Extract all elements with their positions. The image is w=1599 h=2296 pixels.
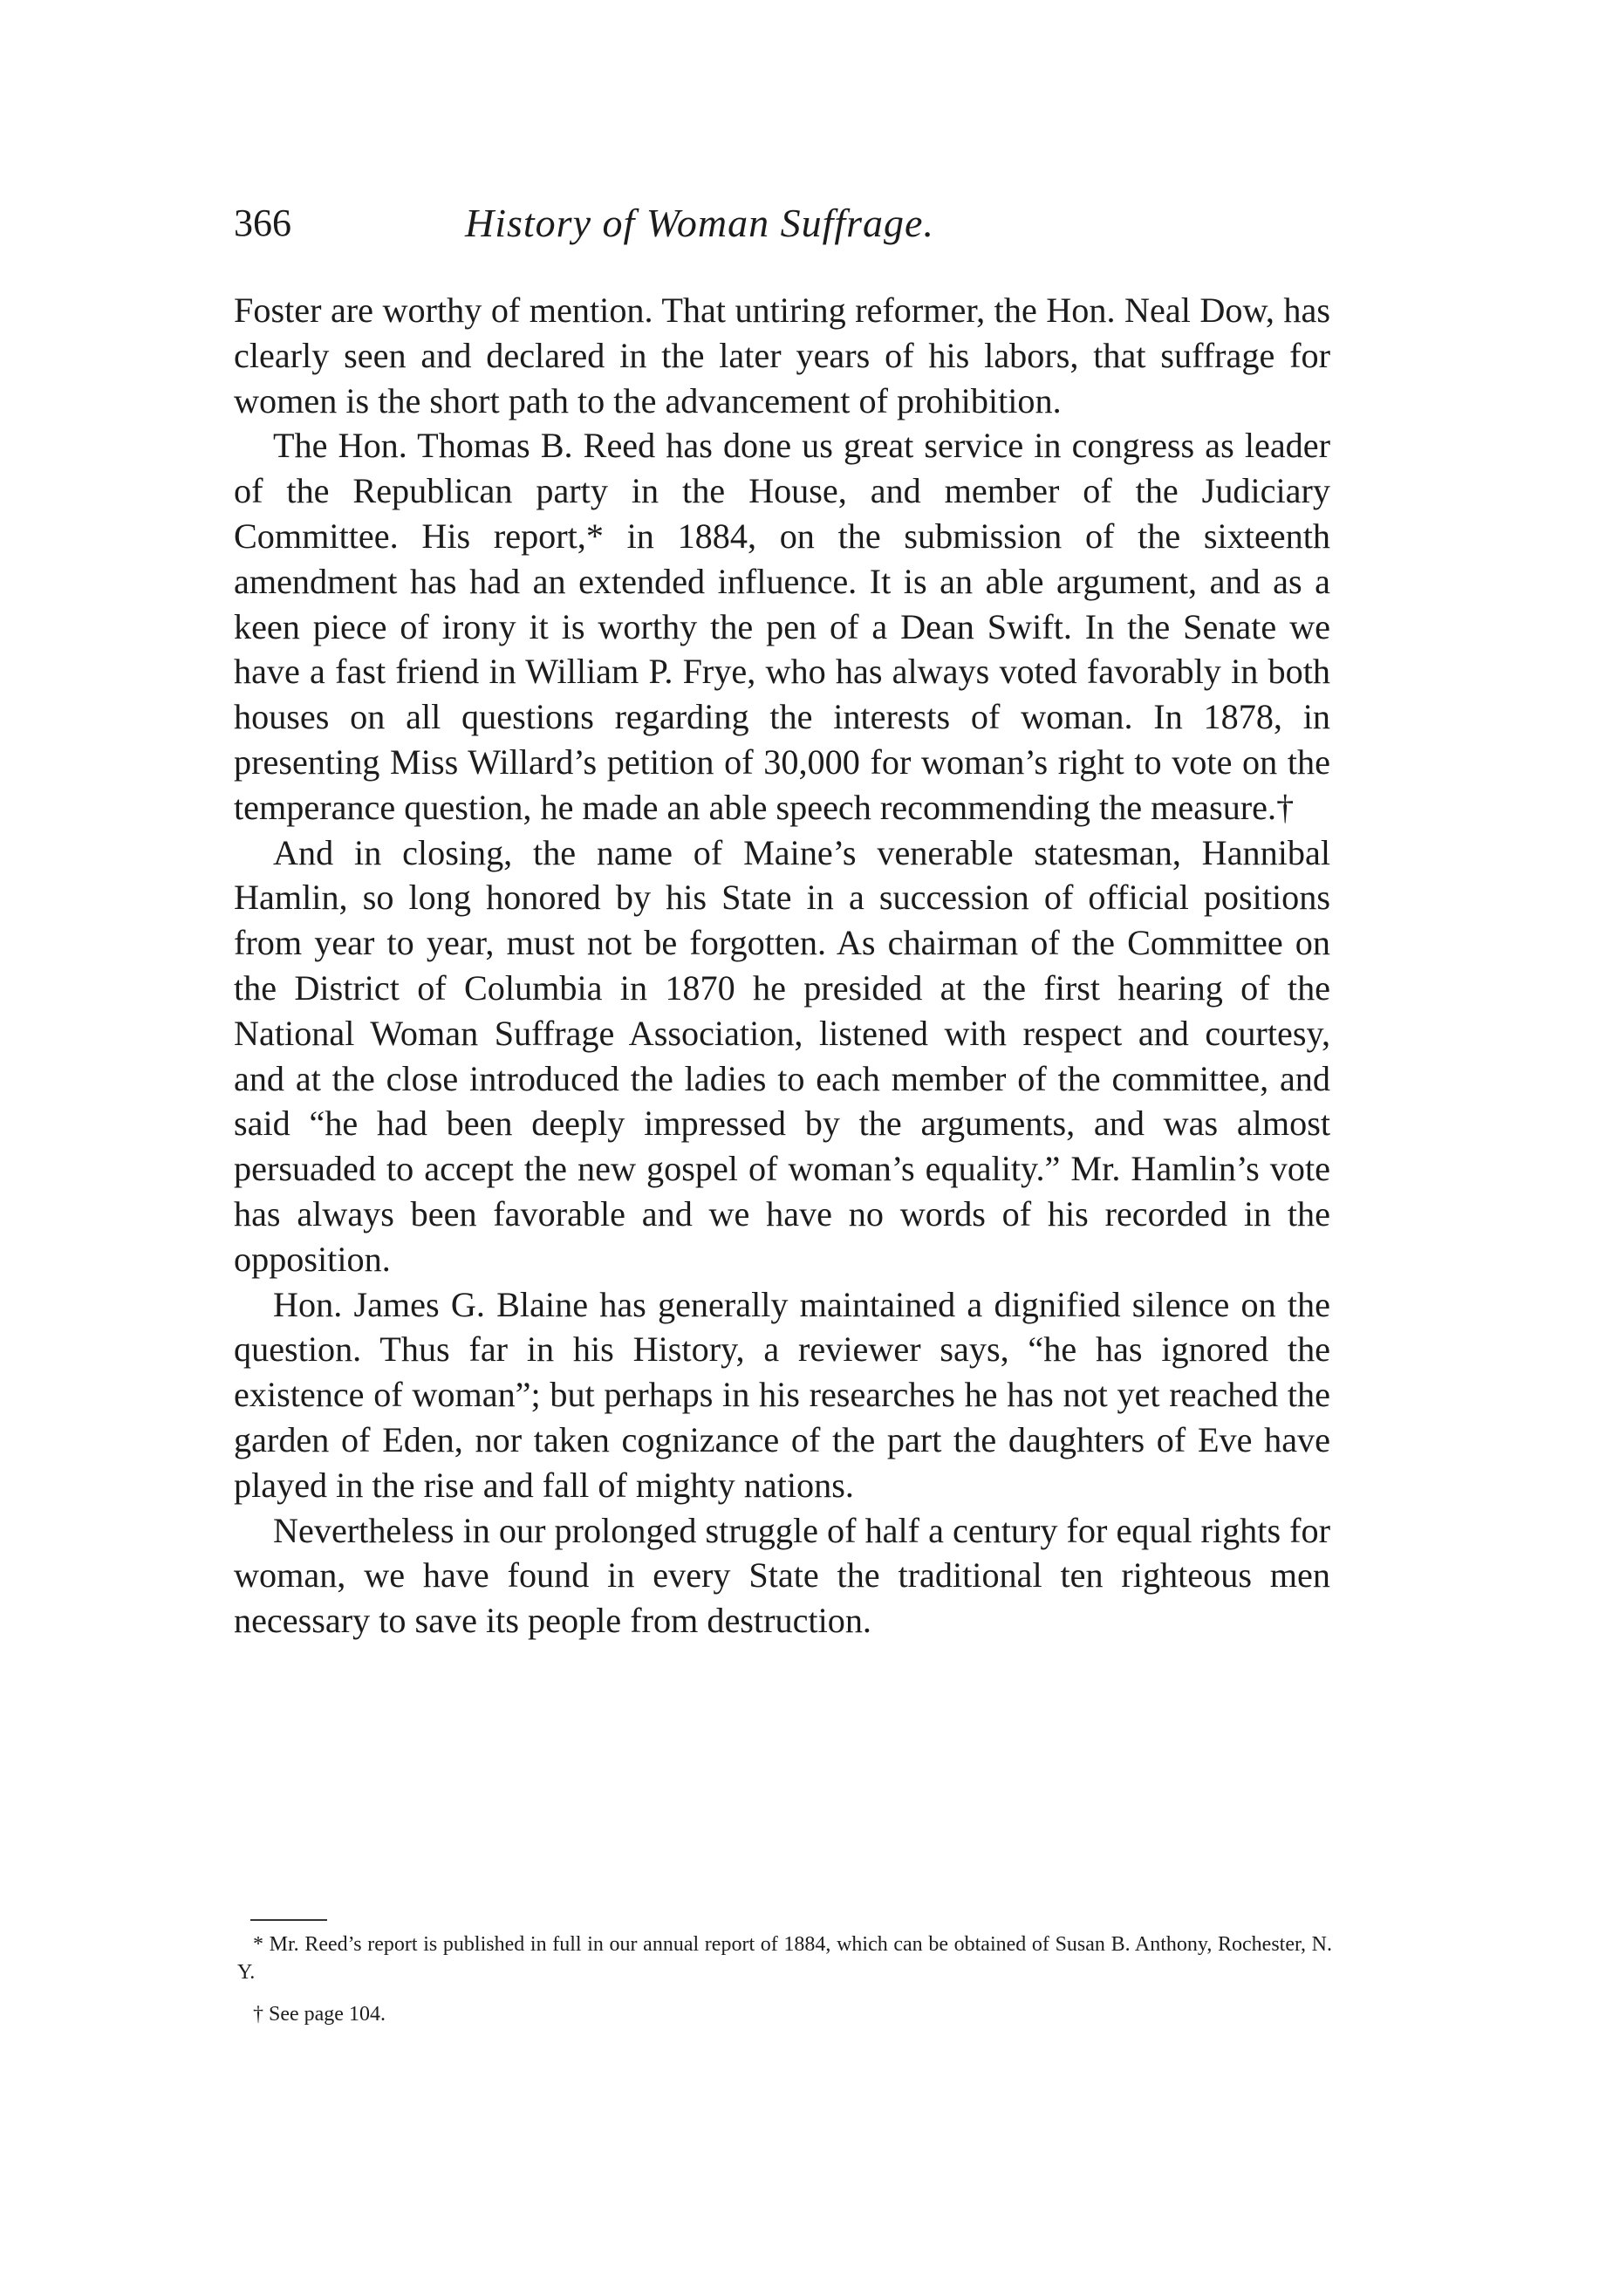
paragraph-hamlin: And in closing, the name of Maine’s venerable statesman, Hannibal Hamlin, so long honored by his State in a succession of official positions from year to year, must not be forgotten. As chairman of the Committee on the District of Columbia in 1870 he presided at the first hearing of the National Woman Suffrage Association, listened with respect and courtesy, and at the close introduced the ladies to each member of the committee, and said “he had been deeply impressed by the arguments, and was almost persuaded to accept the new gospel of woman’s equality.” Mr. Hamlin’s vote has always been favorable and we have no words of his recorded in the opposition. [234, 832, 1330, 1279]
body-text [234, 288, 1330, 1643]
page-number: 366 [234, 202, 291, 244]
paragraph-nevertheless: Nevertheless in our prolonged struggle of half a century for equal rights for woman, we have found in every State the traditional ten righteous men necessary to save its people from destruction. [234, 1510, 1330, 1641]
running-head [234, 197, 1335, 258]
paragraph-foster-dow: Foster are worthy of mention. That untiring reformer, the Hon. Neal Dow, has clearly seen and declared in the later years of his labors, that suffrage for women is the short path to the advancement of prohibition. [234, 290, 1330, 420]
footnote-rule [250, 1919, 327, 1921]
running-title: History of Woman Suffrage. [465, 201, 934, 245]
paragraph-blaine: Hon. James G. Blaine has generally maintained a dignified silence on the question. Thus far in his History, a reviewer says, “he has ignored the existence of woman”; but perhaps in his researches he has not yet reached the garden of Eden, nor taken cognizance of the part the daughters of Eve have played in the rise and fall of mighty nations. [234, 1284, 1330, 1505]
paragraph-reed-frye: The Hon. Thomas B. Reed has done us great service in congress as leader of the Republican party in the House, and member of the Judiciary Committee. His report,* in 1884, on the submission of the sixteenth amendment has had an extended influence. It is an able argument, and as a keen piece of irony it is worthy the pen of a Dean Swift. In the Senate we have a fast friend in William P. Frye, who has always voted favorably in both houses on all questions regarding the interests of woman. In 1878, in presenting Miss Willard’s petition of 30,000 for woman’s right to vote on the temperance question, he made an able speech recommending the measure.† [234, 426, 1330, 827]
footnote-reed-report: * Mr. Reed’s report is published in full in our annual report of 1884, which can be obtained of Susan B. Anthony, Rochester, N. Y. [237, 1933, 1332, 1984]
footnotes [237, 1930, 1332, 2028]
footnote-see-page: † See page 104. [253, 2003, 386, 2026]
